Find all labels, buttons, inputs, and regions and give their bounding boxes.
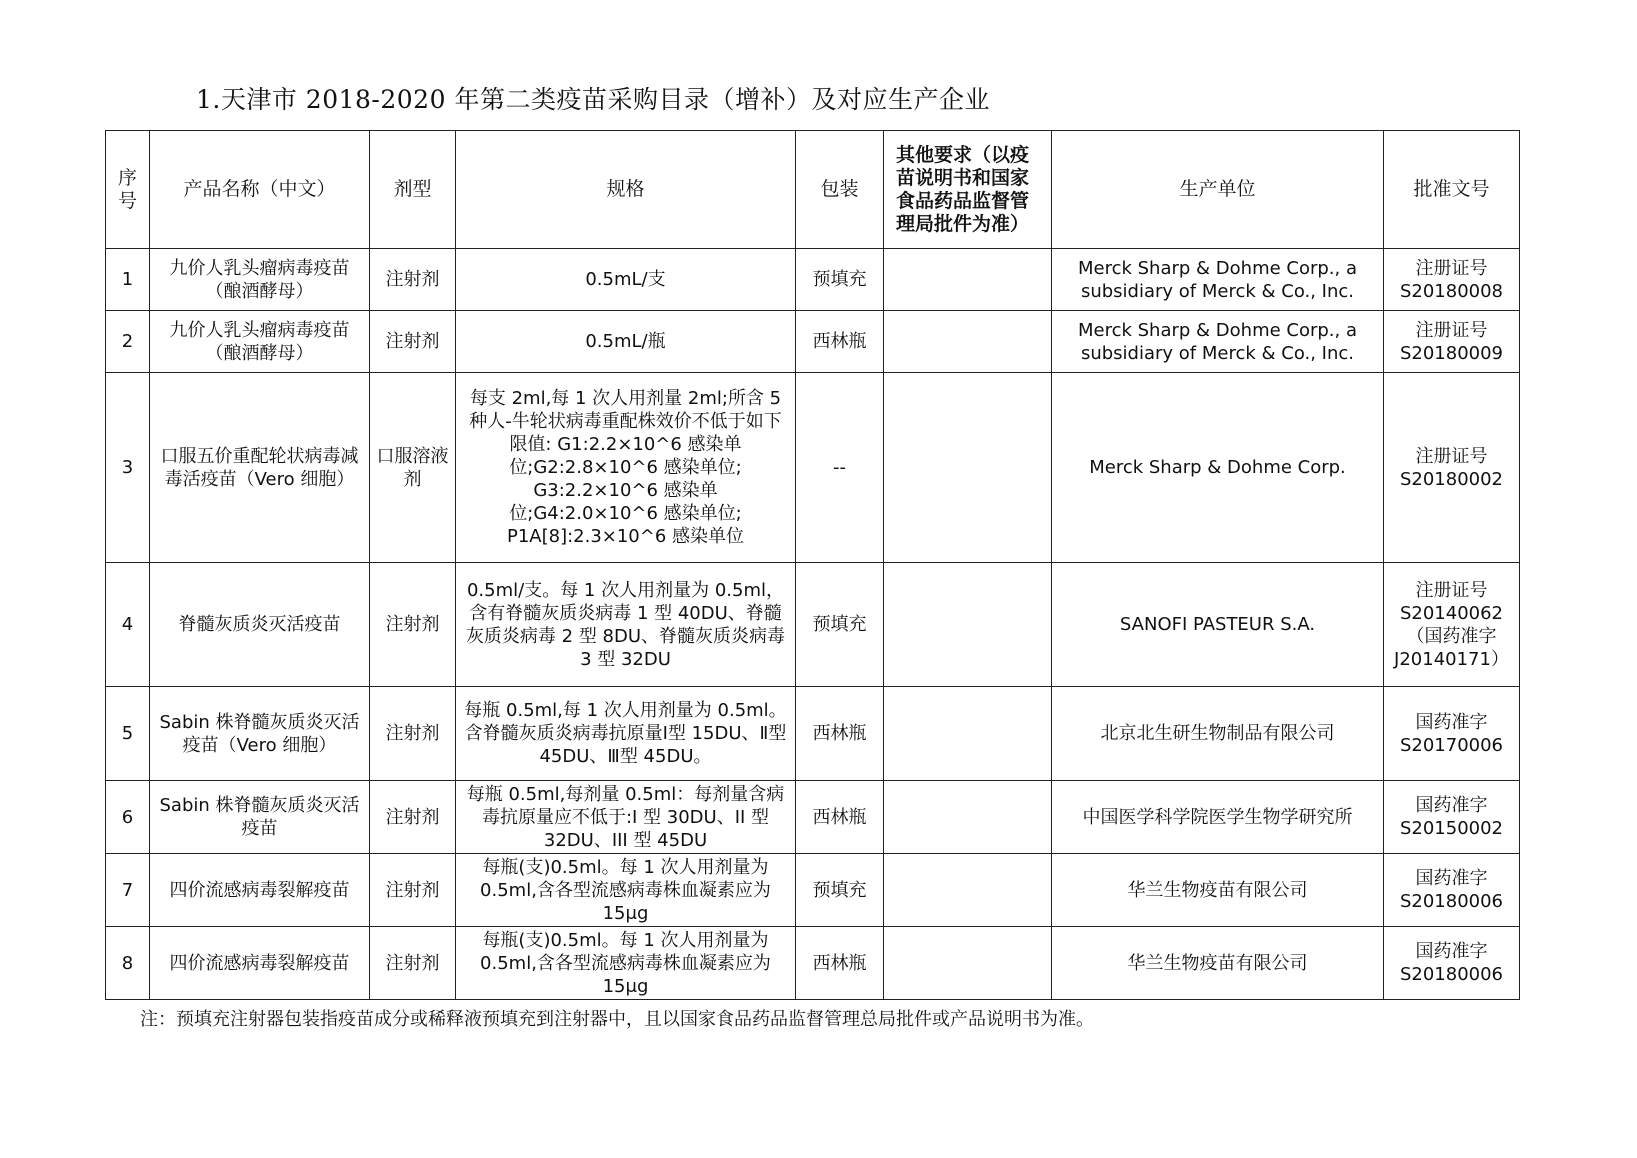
cell-pack: 西林瓶	[796, 927, 884, 1000]
table-row	[106, 927, 1520, 1000]
header-seq: 序号	[106, 131, 150, 249]
cell-pack: 预填充	[796, 563, 884, 687]
header-row	[106, 131, 1520, 249]
cell-form: 口服溶液剂	[370, 373, 456, 563]
cell-seq: 7	[106, 854, 150, 927]
header-name: 产品名称（中文）	[150, 131, 370, 249]
cell-name: Sabin 株脊髓灰质炎灭活疫苗（Vero 细胞）	[150, 687, 370, 781]
cell-form: 注射剂	[370, 687, 456, 781]
cell-pack: 预填充	[796, 854, 884, 927]
cell-other	[884, 373, 1052, 563]
cell-maker: Merck Sharp & Dohme Corp.	[1052, 373, 1384, 563]
cell-maker: 华兰生物疫苗有限公司	[1052, 927, 1384, 1000]
table-row	[106, 373, 1520, 563]
table-row	[106, 781, 1520, 854]
cell-form: 注射剂	[370, 927, 456, 1000]
header-maker: 生产单位	[1052, 131, 1384, 249]
cell-maker: 北京北生研生物制品有限公司	[1052, 687, 1384, 781]
cell-name: 九价人乳头瘤病毒疫苗（酿酒酵母）	[150, 249, 370, 311]
cell-seq: 1	[106, 249, 150, 311]
cell-name: 四价流感病毒裂解疫苗	[150, 927, 370, 1000]
cell-form: 注射剂	[370, 781, 456, 854]
cell-approval: 国药准字 S20180006	[1384, 927, 1520, 1000]
cell-approval: 国药准字 S20170006	[1384, 687, 1520, 781]
cell-other	[884, 563, 1052, 687]
cell-seq: 8	[106, 927, 150, 1000]
cell-other	[884, 781, 1052, 854]
cell-maker: 中国医学科学院医学生物学研究所	[1052, 781, 1384, 854]
header-form: 剂型	[370, 131, 456, 249]
table-row	[106, 563, 1520, 687]
cell-name: 脊髓灰质炎灭活疫苗	[150, 563, 370, 687]
table-row	[106, 854, 1520, 927]
cell-maker: SANOFI PASTEUR S.A.	[1052, 563, 1384, 687]
cell-form: 注射剂	[370, 249, 456, 311]
table-row	[106, 311, 1520, 373]
footnote: 注：预填充注射器包装指疫苗成分或稀释液预填充到注射器中，且以国家食品药品监督管理总局批件或产品说明书为准。	[140, 1009, 1094, 1030]
cell-spec: 每瓶(支)0.5ml。每 1 次人用剂量为 0.5ml,含各型流感病毒株血凝素应为 15μg	[456, 927, 796, 1000]
cell-form: 注射剂	[370, 854, 456, 927]
cell-spec: 0.5ml/支。每 1 次人用剂量为 0.5ml，含有脊髓灰质炎病毒 1 型 40DU、脊髓灰质炎病毒 2 型 8DU、脊髓灰质炎病毒 3 型 32DU	[456, 563, 796, 687]
cell-other	[884, 249, 1052, 311]
cell-name: 口服五价重配轮状病毒减毒活疫苗（Vero 细胞）	[150, 373, 370, 563]
header-spec: 规格	[456, 131, 796, 249]
table-row	[106, 249, 1520, 311]
cell-approval: 注册证号 S20180008	[1384, 249, 1520, 311]
cell-spec: 每支 2ml,每 1 次人用剂量 2ml;所含 5 种人-牛轮状病毒重配株效价不低于如下限值: G1:2.2×10^6 感染单位;G2:2.8×10^6 感染单位; G3:2.2×10^6 感染单位;G4:2.0×10^6 感染单位; P1A[8]:2.3×10^6 感染单位	[456, 373, 796, 563]
vaccine-table	[105, 130, 1520, 1000]
cell-approval: 国药准字 S20180006	[1384, 854, 1520, 927]
page-title: 1.天津市 2018-2020 年第二类疫苗采购目录（增补）及对应生产企业	[196, 85, 990, 114]
cell-spec: 每瓶 0.5ml,每剂量 0.5ml：每剂量含病毒抗原量应不低于:I 型 30DU、II 型 32DU、III 型 45DU	[456, 781, 796, 854]
cell-maker: 华兰生物疫苗有限公司	[1052, 854, 1384, 927]
cell-approval: 国药准字 S20150002	[1384, 781, 1520, 854]
cell-other	[884, 927, 1052, 1000]
cell-other	[884, 854, 1052, 927]
cell-form: 注射剂	[370, 311, 456, 373]
cell-other	[884, 687, 1052, 781]
cell-pack: --	[796, 373, 884, 563]
cell-maker: Merck Sharp & Dohme Corp., a subsidiary of Merck & Co., Inc.	[1052, 311, 1384, 373]
cell-spec: 每瓶(支)0.5ml。每 1 次人用剂量为 0.5ml,含各型流感病毒株血凝素应为 15μg	[456, 854, 796, 927]
cell-spec: 0.5mL/支	[456, 249, 796, 311]
cell-maker: Merck Sharp & Dohme Corp., a subsidiary of Merck & Co., Inc.	[1052, 249, 1384, 311]
cell-spec: 0.5mL/瓶	[456, 311, 796, 373]
cell-other	[884, 311, 1052, 373]
cell-pack: 西林瓶	[796, 687, 884, 781]
cell-seq: 3	[106, 373, 150, 563]
cell-name: 四价流感病毒裂解疫苗	[150, 854, 370, 927]
cell-spec: 每瓶 0.5ml,每 1 次人用剂量为 0.5ml。含脊髓灰质炎病毒抗原量Ⅰ型 15DU、Ⅱ型 45DU、Ⅲ型 45DU。	[456, 687, 796, 781]
header-pack: 包装	[796, 131, 884, 249]
cell-seq: 2	[106, 311, 150, 373]
cell-pack: 西林瓶	[796, 781, 884, 854]
cell-pack: 预填充	[796, 249, 884, 311]
header-approval: 批准文号	[1384, 131, 1520, 249]
cell-approval: 注册证号 S20180002	[1384, 373, 1520, 563]
cell-form: 注射剂	[370, 563, 456, 687]
cell-pack: 西林瓶	[796, 311, 884, 373]
cell-approval: 注册证号 S20140062 （国药准字 J20140171）	[1384, 563, 1520, 687]
header-other: 其他要求（以疫苗说明书和国家食品药品监督管理局批件为准）	[884, 131, 1052, 249]
cell-approval: 注册证号 S20180009	[1384, 311, 1520, 373]
cell-seq: 6	[106, 781, 150, 854]
table-row	[106, 687, 1520, 781]
cell-name: 九价人乳头瘤病毒疫苗（酿酒酵母）	[150, 311, 370, 373]
cell-seq: 5	[106, 687, 150, 781]
cell-seq: 4	[106, 563, 150, 687]
cell-name: Sabin 株脊髓灰质炎灭活疫苗	[150, 781, 370, 854]
